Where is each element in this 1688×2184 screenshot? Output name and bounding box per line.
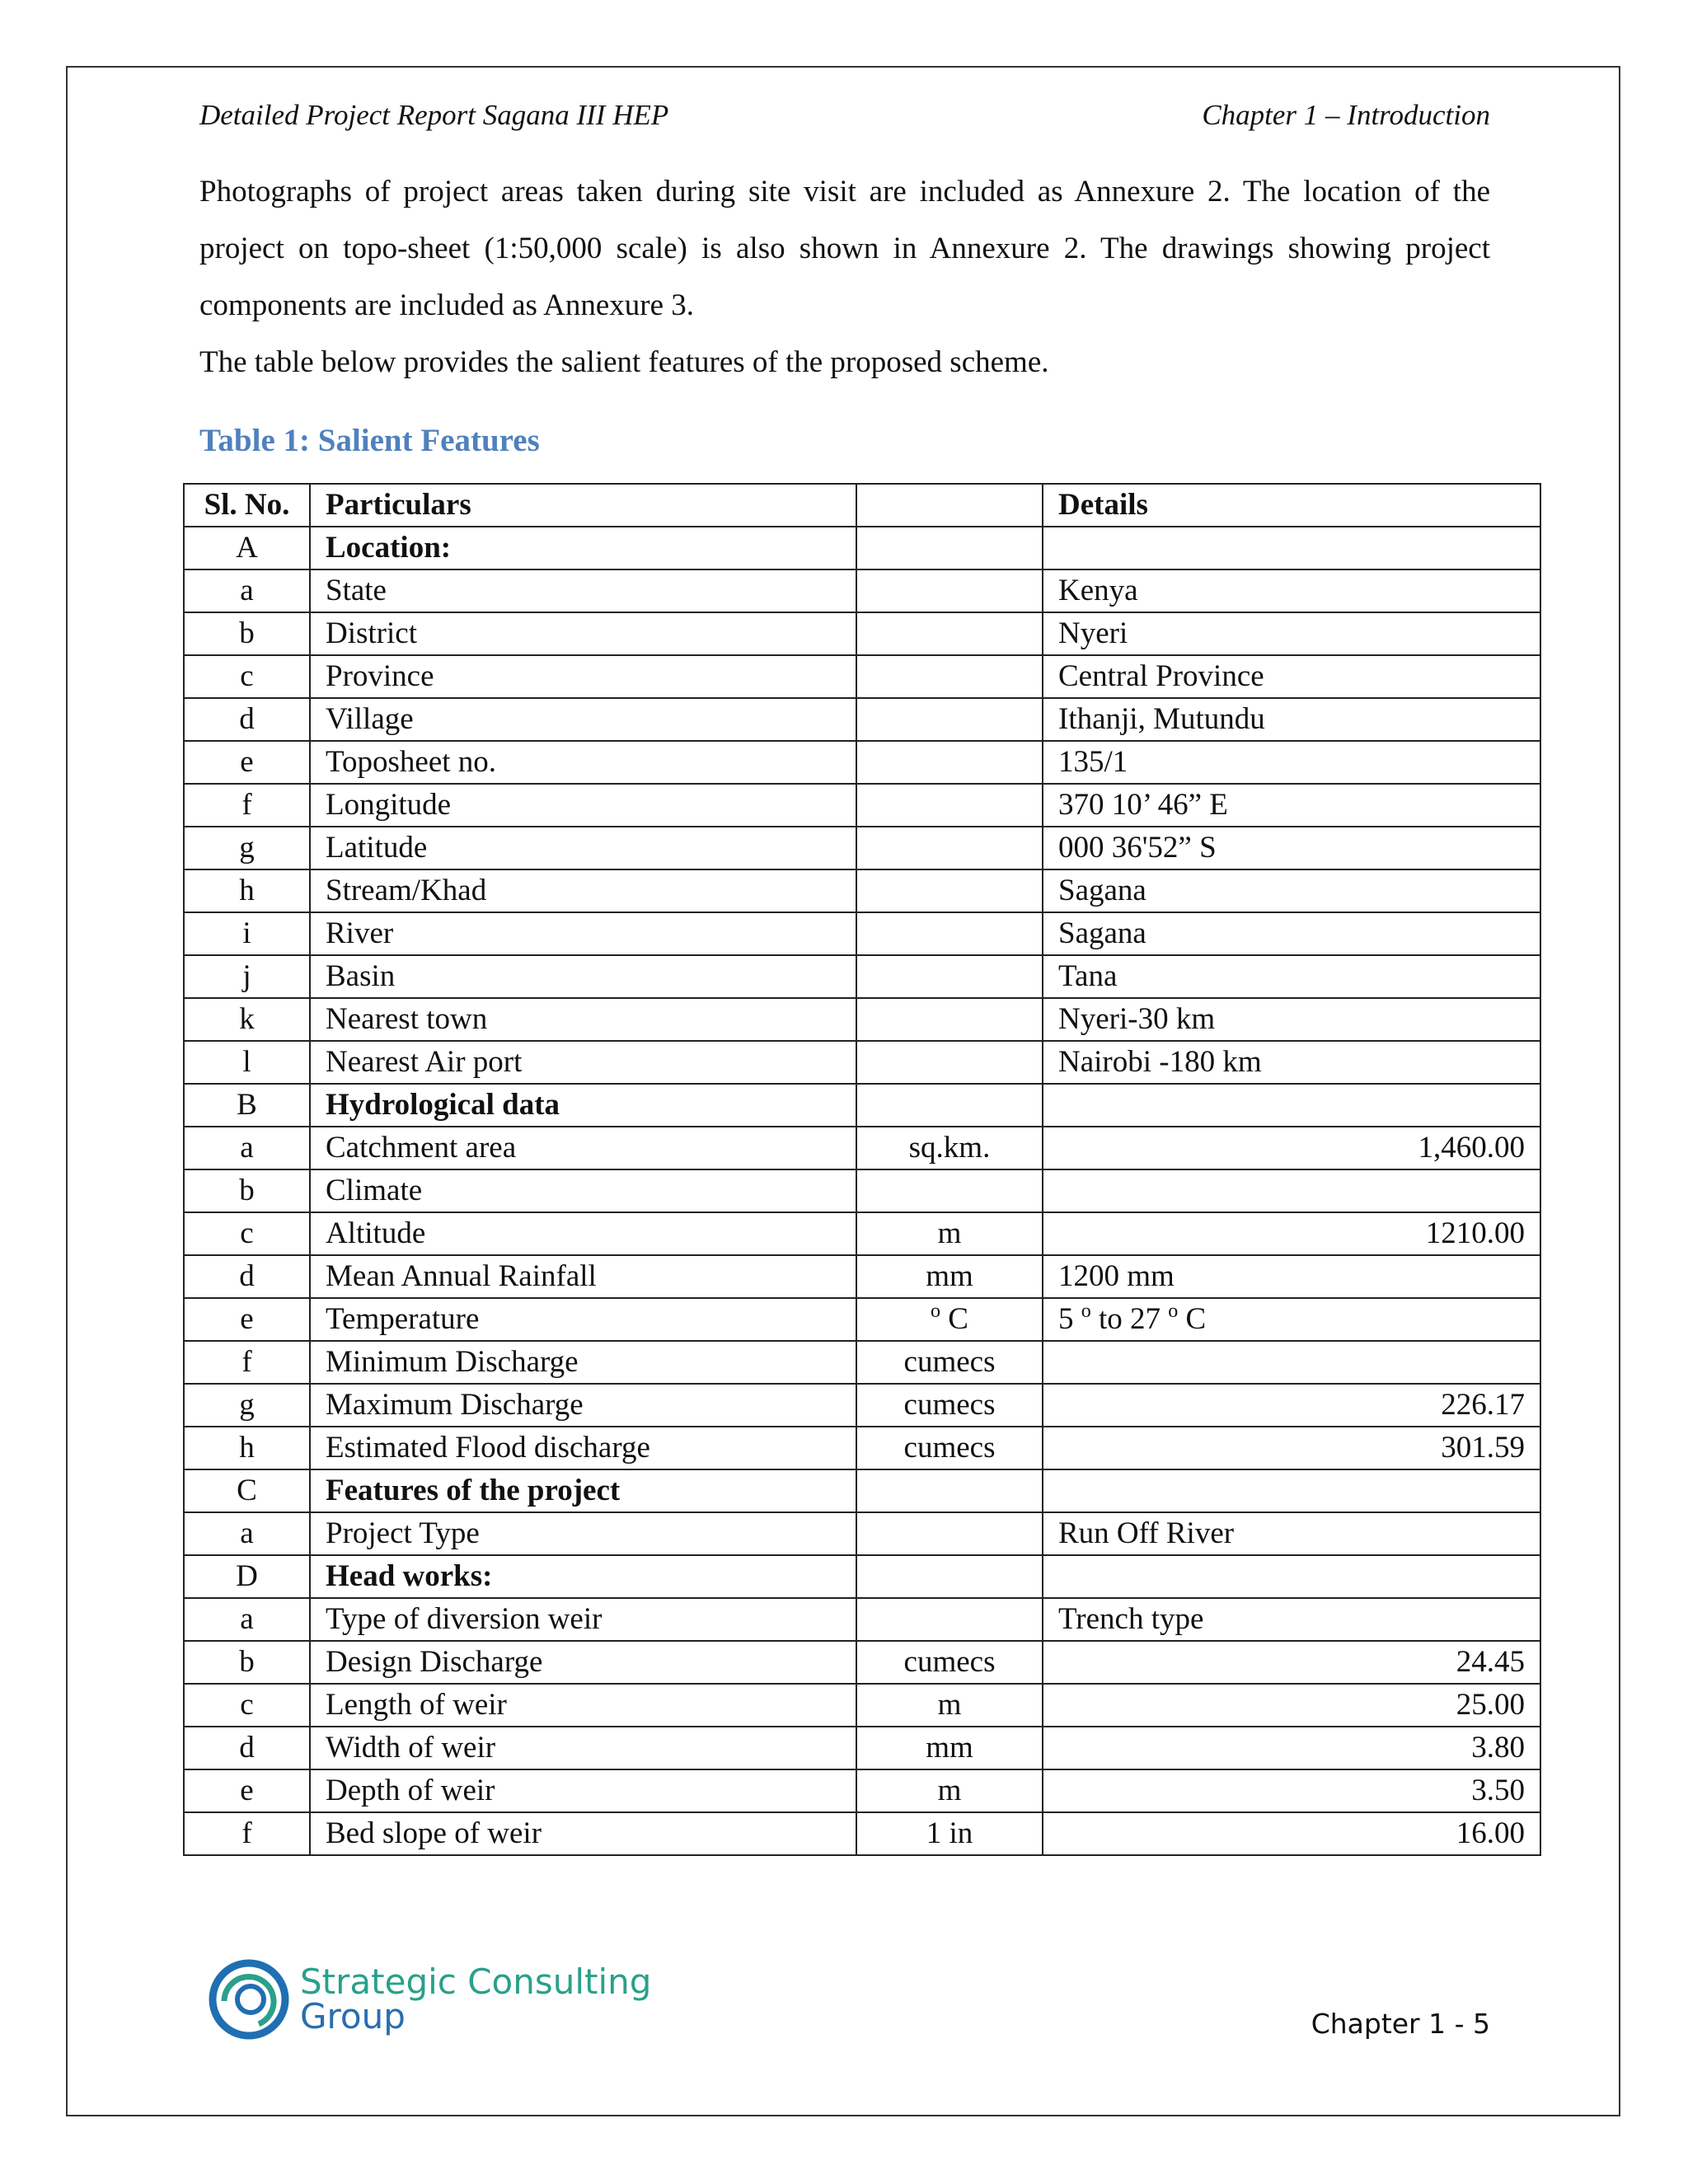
cell-sl-no: i [184,912,310,955]
cell-sl-no: c [184,1212,310,1255]
table-row [184,1684,1540,1727]
cell-unit [856,955,1043,998]
table-row [184,1641,1540,1684]
cell-unit: cumecs [856,1641,1043,1684]
logo-line-1: Strategic Consulting [300,1961,652,2002]
cell-details [1043,1169,1540,1212]
table-caption: Table 1: Salient Features [199,423,540,458]
cell-unit [856,869,1043,912]
cell-particulars: State [310,569,856,612]
temperature-part: 5 [1058,1302,1074,1336]
cell-unit [856,912,1043,955]
cell-sl-no: b [184,1169,310,1212]
cell-particulars: Basin [310,955,856,998]
cell-particulars: Location: [310,527,856,569]
cell-details: Sagana [1043,912,1540,955]
cell-particulars: Type of diversion weir [310,1598,856,1641]
cell-sl-no: h [184,1427,310,1469]
table-row [184,1512,1540,1555]
intro-paragraph-1: Photographs of project areas taken during site visit are included as Annexure 2. The location of the project on topo-sheet (1:50,000 scale) is also shown in Annexure 2. The drawings showing project components are included as Annexure 3. [199,175,1490,322]
cell-particulars: Altitude [310,1212,856,1255]
temperature-part: C [1185,1302,1207,1336]
cell-unit: cumecs [856,1427,1043,1469]
header-document-title: Detailed Project Report Sagana III HEP [199,99,669,131]
cell-particulars: Temperature [310,1298,856,1341]
header-details: Details [1043,484,1540,527]
logo-swirl-icon [208,1958,290,2041]
cell-sl-no: a [184,1598,310,1641]
degree-symbol: o [931,1301,941,1322]
cell-sl-no: e [184,1769,310,1812]
cell-unit [856,1041,1043,1084]
cell-sl-no: g [184,827,310,869]
cell-unit [856,1598,1043,1641]
cell-unit: mm [856,1255,1043,1298]
cell-unit [856,827,1043,869]
cell-unit [856,741,1043,784]
header-chapter-title: Chapter 1 – Introduction [1202,99,1490,131]
cell-particulars: Project Type [310,1512,856,1555]
cell-details: Tana [1043,955,1540,998]
cell-sl-no: b [184,1641,310,1684]
cell-particulars: Length of weir [310,1684,856,1727]
cell-unit: mm [856,1727,1043,1769]
cell-sl-no: d [184,698,310,741]
table-row [184,1427,1540,1469]
table-body [184,527,1540,1855]
cell-unit: sq.km. [856,1127,1043,1169]
table-row [184,741,1540,784]
cell-sl-no: d [184,1727,310,1769]
cell-particulars: Bed slope of weir [310,1812,856,1855]
table-row [184,1084,1540,1127]
cell-sl-no: f [184,1341,310,1384]
cell-unit: cumecs [856,1341,1043,1384]
cell-unit [856,527,1043,569]
cell-sl-no: l [184,1041,310,1084]
cell-particulars: Width of weir [310,1727,856,1769]
table-row [184,1469,1540,1512]
cell-details [1043,1084,1540,1127]
header-unit [856,484,1043,527]
cell-details: Nyeri-30 km [1043,998,1540,1041]
cell-sl-no: g [184,1384,310,1427]
cell-details: Central Province [1043,655,1540,698]
cell-particulars: Mean Annual Rainfall [310,1255,856,1298]
cell-details: 16.00 [1043,1812,1540,1855]
table-row [184,1127,1540,1169]
cell-unit: 1 in [856,1812,1043,1855]
cell-particulars: Head works: [310,1555,856,1598]
table-row [184,1812,1540,1855]
cell-details: 24.45 [1043,1641,1540,1684]
cell-unit: cumecs [856,1384,1043,1427]
table-row [184,1555,1540,1598]
cell-sl-no: c [184,1684,310,1727]
cell-details: 1210.00 [1043,1212,1540,1255]
cell-sl-no: A [184,527,310,569]
cell-details: Run Off River [1043,1512,1540,1555]
cell-sl-no: f [184,784,310,827]
cell-details: 370 10’ 46” E [1043,784,1540,827]
cell-sl-no: h [184,869,310,912]
cell-details: 25.00 [1043,1684,1540,1727]
cell-particulars: Province [310,655,856,698]
cell-sl-no: C [184,1469,310,1512]
table-header-row [184,484,1540,527]
cell-particulars: Design Discharge [310,1641,856,1684]
table-row [184,698,1540,741]
salient-features-table [183,483,1541,1856]
table-row [184,612,1540,655]
cell-sl-no: a [184,1512,310,1555]
cell-particulars: Climate [310,1169,856,1212]
cell-details [1043,1555,1540,1598]
cell-sl-no: e [184,1298,310,1341]
table-row [184,1298,1540,1341]
cell-particulars: Features of the project [310,1469,856,1512]
cell-unit [856,1169,1043,1212]
cell-particulars: Estimated Flood discharge [310,1427,856,1469]
table-row [184,869,1540,912]
cell-unit: m [856,1212,1043,1255]
cell-sl-no: f [184,1812,310,1855]
cell-particulars: District [310,612,856,655]
header-sl-no: Sl. No. [184,484,310,527]
cell-unit [856,1512,1043,1555]
cell-details: 301.59 [1043,1427,1540,1469]
table-row [184,655,1540,698]
cell-particulars: Catchment area [310,1127,856,1169]
cell-particulars: Nearest Air port [310,1041,856,1084]
cell-sl-no: a [184,569,310,612]
table-row [184,1041,1540,1084]
unit-letter: C [948,1302,968,1336]
intro-paragraph-2: The table below provides the salient features of the proposed scheme. [199,345,1049,379]
cell-details: 135/1 [1043,741,1540,784]
cell-particulars: Nearest town [310,998,856,1041]
table-row [184,784,1540,827]
cell-unit: m [856,1769,1043,1812]
table-row [184,1169,1540,1212]
cell-details [1043,1469,1540,1512]
cell-unit [856,612,1043,655]
table-row [184,998,1540,1041]
table-row [184,1255,1540,1298]
cell-sl-no: k [184,998,310,1041]
header-particulars: Particulars [310,484,856,527]
cell-details: 000 36'52” S [1043,827,1540,869]
cell-sl-no: B [184,1084,310,1127]
cell-particulars: Village [310,698,856,741]
cell-details: 3.80 [1043,1727,1540,1769]
cell-unit [856,1084,1043,1127]
cell-details [1043,527,1540,569]
table-row [184,1769,1540,1812]
cell-unit [856,569,1043,612]
cell-unit: m [856,1684,1043,1727]
cell-details: 1200 mm [1043,1255,1540,1298]
table-row [184,527,1540,569]
running-header [199,99,1490,132]
table-row [184,955,1540,998]
cell-details: 3.50 [1043,1769,1540,1812]
cell-details: Trench type [1043,1598,1540,1641]
cell-particulars: Maximum Discharge [310,1384,856,1427]
cell-particulars: Toposheet no. [310,741,856,784]
cell-sl-no: a [184,1127,310,1169]
cell-unit [856,698,1043,741]
cell-unit [856,998,1043,1041]
table-row [184,912,1540,955]
table-row [184,569,1540,612]
cell-unit [856,1555,1043,1598]
cell-particulars: Depth of weir [310,1769,856,1812]
temperature-part: 27 [1130,1302,1161,1336]
table-row [184,1384,1540,1427]
table-row [184,827,1540,869]
cell-sl-no: d [184,1255,310,1298]
logo-wordmark [300,1961,652,2036]
cell-unit [856,655,1043,698]
cell-sl-no: D [184,1555,310,1598]
cell-details: 226.17 [1043,1384,1540,1427]
cell-details: Kenya [1043,569,1540,612]
temperature-part: to [1099,1302,1123,1336]
cell-unit [856,1298,1043,1341]
cell-details [1043,1298,1540,1341]
logo-line-2: Group [300,1996,406,2036]
cell-particulars: Longitude [310,784,856,827]
cell-particulars: Minimum Discharge [310,1341,856,1384]
cell-details: Nyeri [1043,612,1540,655]
cell-details: Ithanji, Mutundu [1043,698,1540,741]
intro-text [199,163,1490,391]
cell-details: 1,460.00 [1043,1127,1540,1169]
cell-particulars: River [310,912,856,955]
table-row [184,1212,1540,1255]
cell-details: Sagana [1043,869,1540,912]
cell-details: Nairobi -180 km [1043,1041,1540,1084]
cell-sl-no: c [184,655,310,698]
cell-unit [856,784,1043,827]
degree-symbol: o [1168,1301,1179,1322]
table-row [184,1727,1540,1769]
table-row [184,1598,1540,1641]
cell-sl-no: e [184,741,310,784]
cell-unit [856,1469,1043,1512]
cell-details [1043,1341,1540,1384]
degree-symbol: o [1081,1301,1091,1322]
cell-sl-no: b [184,612,310,655]
cell-particulars: Hydrological data [310,1084,856,1127]
cell-sl-no: j [184,955,310,998]
cell-particulars: Stream/Khad [310,869,856,912]
table-row [184,1341,1540,1384]
cell-particulars: Latitude [310,827,856,869]
company-logo [208,1958,651,2041]
page-number: Chapter 1 - 5 [1311,2008,1490,2040]
